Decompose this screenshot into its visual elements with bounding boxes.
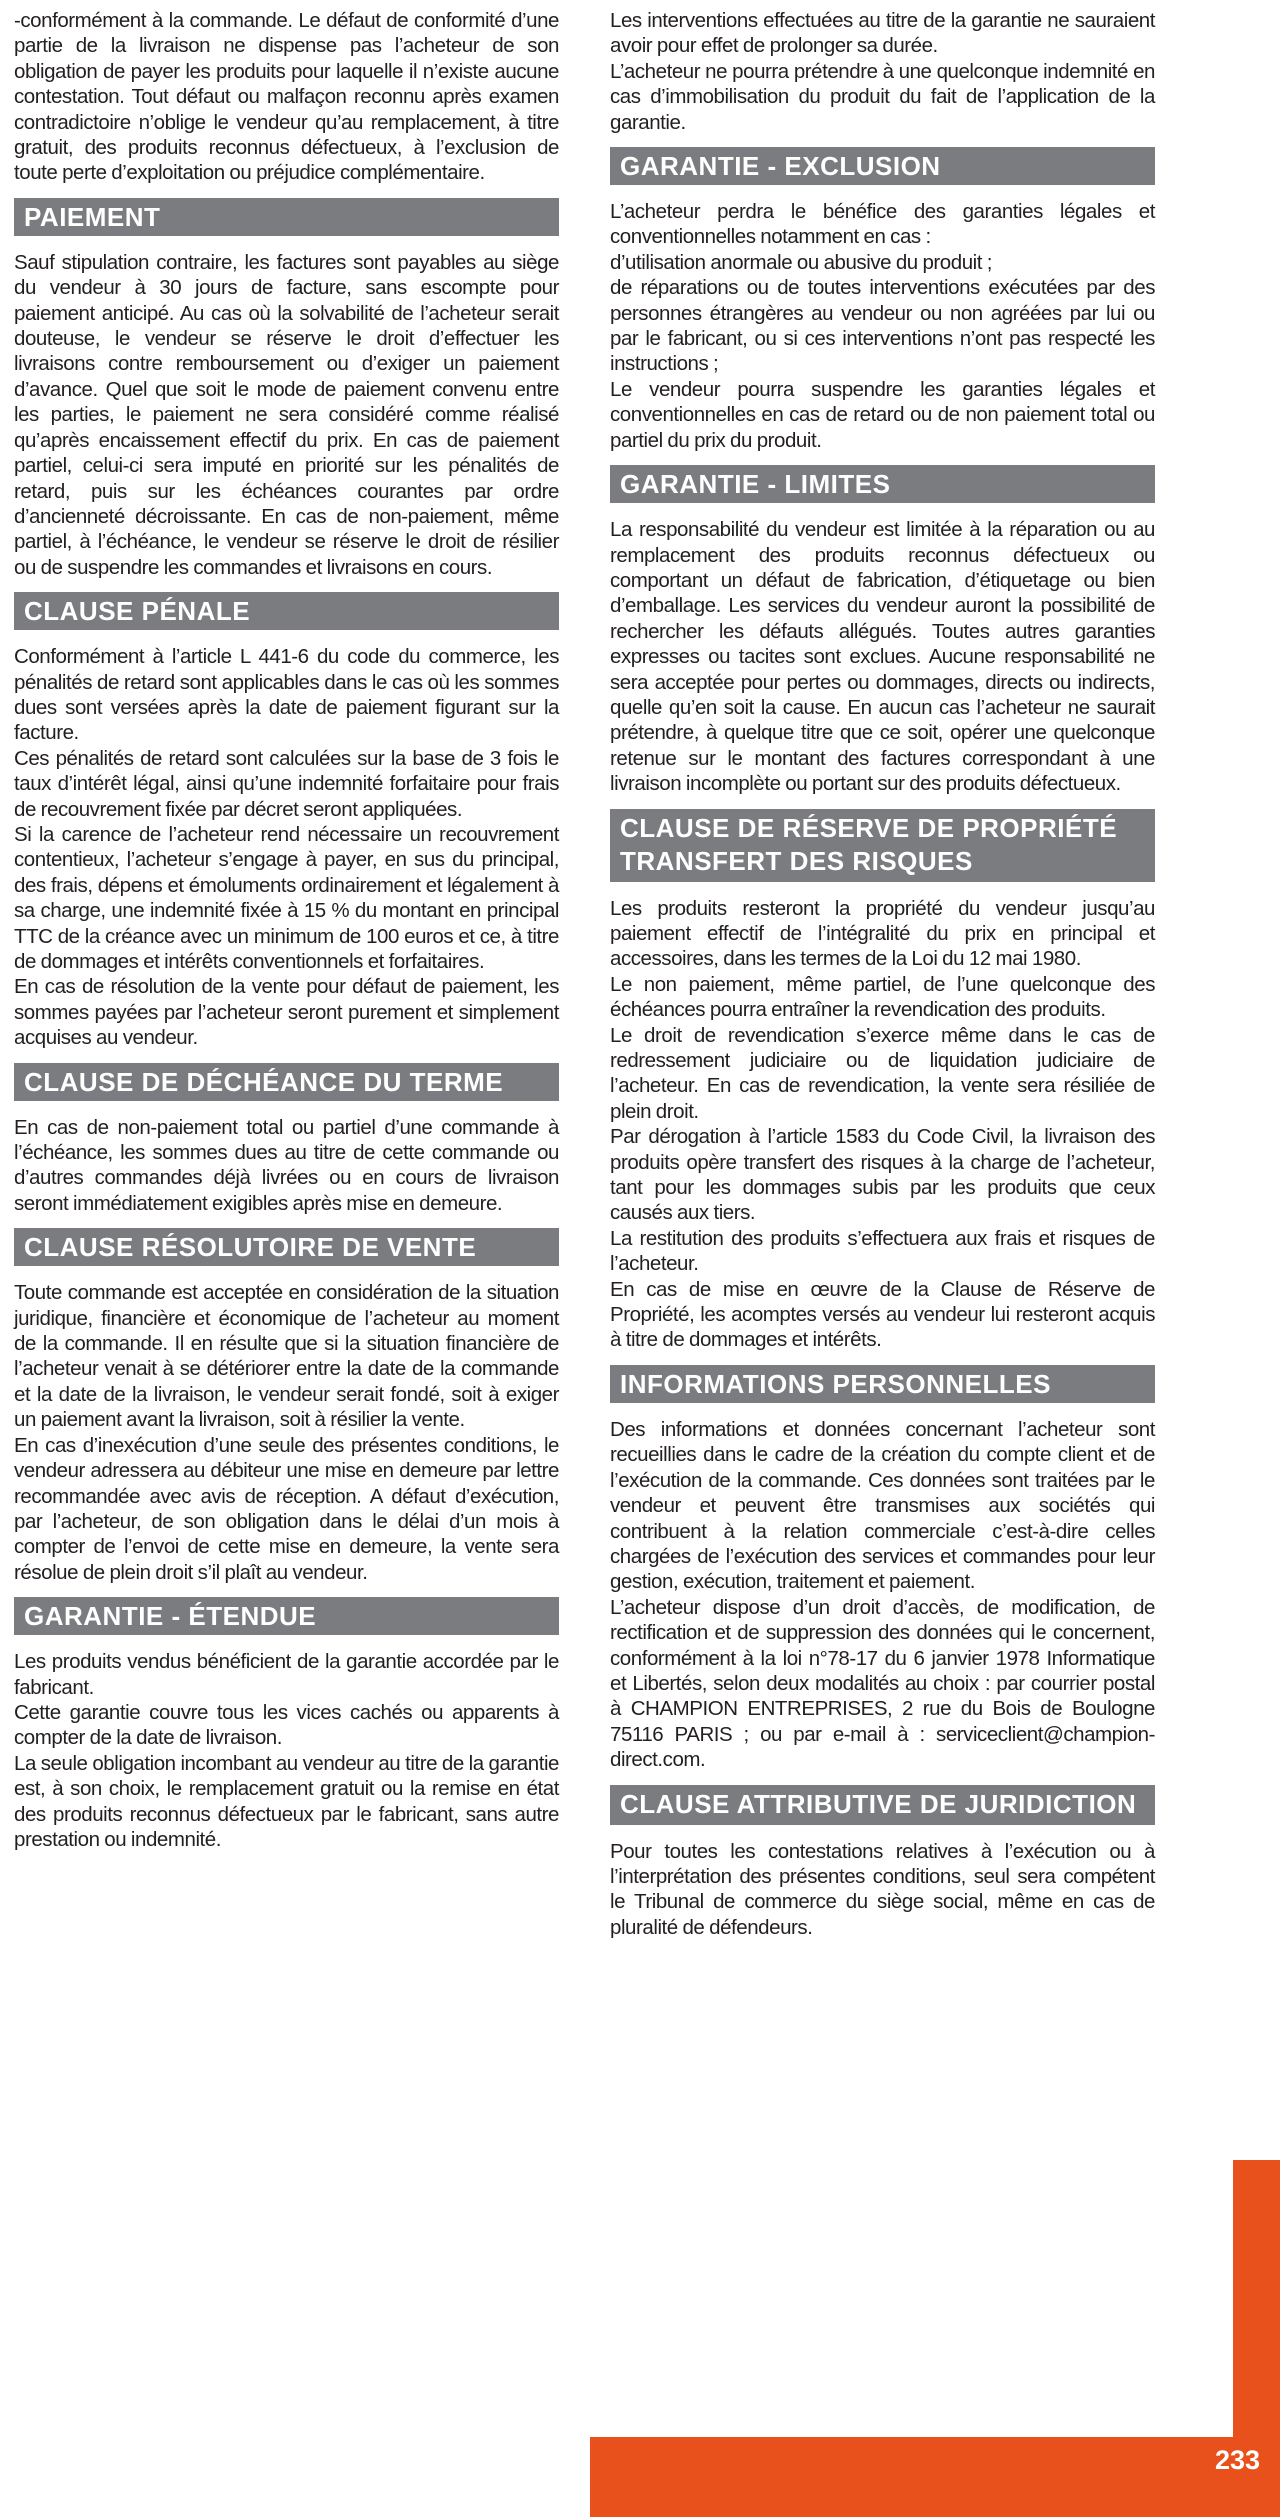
paragraph: Par dérogation à l’article 1583 du Code Civil, la livraison des produits opère transfert des risques à la charge de l’acheteur, tant pour les dommages subis par les produits que ceux causés aux tiers. bbox=[610, 1125, 1155, 1225]
paragraph: Les produits resteront la propriété du vendeur jusqu’au paiement effectif de l’intégralité du prix en principal et accessoires, dans les termes de la Loi du 12 mai 1980. bbox=[610, 896, 1155, 971]
paragraph: En cas de non-paiement total ou partiel d’une commande à l’échéance, les sommes dues au titre de cette commande ou d’autres commandes déjà livrées ou en cours de livraison seront immédiatement exigibles après mise en demeure. bbox=[14, 1115, 559, 1215]
paragraph: Le vendeur pourra suspendre les garanties légales et conventionnelles en cas de retard ou de non paiement total ou partiel du prix du produit. bbox=[610, 377, 1155, 452]
paragraph: -conformément à la commande. Le défaut de conformité d’une partie de la livraison ne dispense pas l’acheteur de son obligation de payer les produits pour laquelle il n’existe aucune contestation. Tout défaut ou malfaçon reconnu après examen contradictoire n’oblige le vendeur qu’au remplacement, à titre gratuit, des produits reconnus défectueux, à l’exclusion de toute perte d’exploitation ou préjudice complémentaire. bbox=[14, 9, 559, 185]
paragraph: En cas d’inexécution d’une seule des présentes conditions, le vendeur adressera au débiteur une mise en demeure par lettre recommandée avec avis de réception. A défaut d’exécution, par l’acheteur, de son obligation dans le délai d’un mois à compter de l’envoi de cette mise en demeure, la vente sera résolue de plein droit s’il plaît au vendeur. bbox=[14, 1433, 559, 1584]
paragraph: La seule obligation incombant au vendeur au titre de la garantie est, à son choix, le remplacement gratuit ou la remise en état des produits reconnus défectueux par le fabricant, sans autre prestation ou indemnité. bbox=[14, 1751, 559, 1851]
paragraph: Le droit de revendication s’exerce même dans le cas de redressement judiciaire ou de liquidation judiciaire de l’acheteur. En cas de revendication, la vente sera résiliée de plein droit. bbox=[610, 1023, 1155, 1123]
right-intro bbox=[610, 8, 1155, 135]
section-heading: CLAUSE RÉSOLUTOIRE DE VENTE bbox=[14, 1228, 559, 1266]
paragraph: L’acheteur dispose d’un droit d’accès, de modification, de rectification et de suppression des données qui le concernent, conformément à la loi n°78-17 du 6 janvier 1978 Informatique et Libertés, selon deux modalités au choix : par courrier postal à CHAMPION ENTREPRISES, 2 rue du Bois de Boulogne 75116 PARIS ; ou par e-mail à : serviceclient@champion-direct.com. bbox=[610, 1595, 1155, 1772]
paragraph: d’utilisation anormale ou abusive du produit ; bbox=[610, 250, 992, 274]
paragraph: La restitution des produits s’effectuera aux frais et risques de l’acheteur. bbox=[610, 1226, 1155, 1276]
section-heading: GARANTIE - EXCLUSION bbox=[610, 147, 1155, 185]
section-decheance-du-terme bbox=[14, 1063, 559, 1217]
paragraph: Conformément à l’article L 441-6 du code du commerce, les pénalités de retard sont applicables dans le cas où les sommes dues sont versées après la date de paiement figurant sur la facture. bbox=[14, 645, 559, 745]
section-garantie-limites bbox=[610, 465, 1155, 796]
footer-band bbox=[590, 2437, 1280, 2517]
paragraph: L’acheteur perdra le bénéfice des garanties légales et conventionnelles notamment en cas : bbox=[610, 200, 1155, 249]
paragraph: Ces pénalités de retard sont calculées sur la base de 3 fois le taux d’intérêt légal, ainsi qu’une indemnité forfaitaire pour frais de recouvrement fixée par décret seront appliquées. bbox=[14, 746, 559, 821]
section-paiement bbox=[14, 198, 559, 580]
paragraph: Le non paiement, même partiel, de l’une quelconque des échéances pourra entraîner la revendication des produits. bbox=[610, 972, 1155, 1022]
section-heading: CLAUSE PÉNALE bbox=[14, 592, 559, 630]
section-garantie-etendue bbox=[14, 1597, 559, 1852]
paragraph: Cette garantie couvre tous les vices cachés ou apparents à compter de la date de livraison. bbox=[14, 1700, 559, 1750]
section-heading: PAIEMENT bbox=[14, 198, 559, 236]
section-garantie-exclusion bbox=[610, 147, 1155, 453]
section-heading: INFORMATIONS PERSONNELLES bbox=[610, 1365, 1155, 1403]
right-column bbox=[610, 8, 1155, 1940]
paragraph: L’acheteur ne pourra prétendre à une quelconque indemnité en cas d’immobilisation du produit du fait de l’application de la garantie. bbox=[610, 59, 1155, 134]
paragraph: La responsabilité du vendeur est limitée à la réparation ou au remplacement des produits reconnus défectueux ou comportant un défaut de fabrication, d’étiquetage ou bien d’emballage. Les services du vendeur auront la possibilité de rechercher les défauts allégués. Toutes autres garanties expresses ou tacites sont exclues. Aucune responsabilité ne sera acceptée pour pertes ou dommages, directs ou indirects, quelle qu’en soit la cause. En aucun cas l’acheteur ne saurait prétendre, à quelque titre que ce soit, opérer une quelconque retenue sur le montant des factures correspondant à une livraison incomplète ou portant sur des produits défectueux. bbox=[610, 518, 1155, 796]
paragraph: Des informations et données concernant l’acheteur sont recueillies dans le cadre de la création du compte client et de l’exécution de la commande. Ces données sont traitées par le vendeur et peuvent être transmises aux sociétés qui contribuent à la relation commerciale c’est-à-dire celles chargées de l’exécution des services et commandes pour leur gestion, exécution, traitement et paiement. bbox=[610, 1417, 1155, 1594]
section-attributive-de-juridiction bbox=[610, 1785, 1155, 1941]
paragraph: Toute commande est acceptée en considération de la situation juridique, financière et économique de l’acheteur au moment de la commande. Il en résulte que si la situation financière de l’acheteur venait à se détériorer entre la date de la commande et la date de la livraison, le vendeur serait fondé, soit à exiger un paiement avant la livraison, soit à résilier la vente. bbox=[14, 1281, 559, 1432]
paragraph: Les produits vendus bénéficient de la garantie accordée par le fabricant. bbox=[14, 1650, 559, 1699]
paragraph: de réparations ou de toutes interventions exécutées par des personnes étrangères au vendeur ou non agréées par lui ou par le fabricant, ou si ces interventions n’ont pas respecté les instructions ; bbox=[610, 276, 1155, 376]
section-informations-personnelles bbox=[610, 1365, 1155, 1773]
page-number: 233 bbox=[1214, 2445, 1260, 2475]
paragraph: Pour toutes les contestations relatives à l’exécution ou à l’interprétation des présentes conditions, seul sera compétent le Tribunal de commerce du siège social, même en cas de pluralité de défendeurs. bbox=[610, 1839, 1155, 1939]
left-intro bbox=[14, 8, 559, 186]
section-heading: CLAUSE ATTRIBUTIVE DE JURIDICTION bbox=[610, 1785, 1155, 1825]
section-heading: CLAUSE DE RÉSERVE DE PROPRIÉTÉ TRANSFERT DES RISQUES bbox=[610, 809, 1155, 882]
paragraph: Les interventions effectuées au titre de la garantie ne sauraient avoir pour effet de prolonger sa durée. bbox=[610, 9, 1155, 58]
paragraph: En cas de résolution de la vente pour défaut de paiement, les sommes payées par l’acheteur seront purement et simplement acquises au vendeur. bbox=[14, 975, 559, 1050]
section-heading: GARANTIE - LIMITES bbox=[610, 465, 1155, 503]
section-reserve-de-propriete bbox=[610, 809, 1155, 1353]
paragraph: Sauf stipulation contraire, les factures sont payables au siège du vendeur à 30 jours de facture, sans escompte pour paiement anticipé. Au cas où la solvabilité de l’acheteur serait douteuse, le vendeur se réserve le droit d’effectuer les livraisons contre remboursement ou d’exiger un paiement d’avance. Quel que soit le mode de paiement convenu entre les parties, le paiement ne sera considéré comme réalisé qu’après encaissement effectif du prix. En cas de paiement partiel, celui-ci sera imputé en priorité sur les pénalités de retard, puis sur les échéances courantes par ordre d’ancienneté décroissante. En cas de non-paiement, même partiel, à l’échéance, le vendeur se réserve le droit de résilier ou de suspendre les commandes et livraisons en cours. bbox=[14, 250, 559, 579]
section-clause-resolutoire bbox=[14, 1228, 559, 1585]
section-heading: GARANTIE - ÉTENDUE bbox=[14, 1597, 559, 1635]
section-heading: CLAUSE DE DÉCHÉANCE DU TERME bbox=[14, 1063, 559, 1101]
paragraph: En cas de mise en œuvre de la Clause de Réserve de Propriété, les acomptes versés au vendeur lui resteront acquis à titre de dommages et intérêts. bbox=[610, 1277, 1155, 1352]
section-clause-penale bbox=[14, 592, 559, 1051]
left-column bbox=[14, 8, 559, 1852]
paragraph: Si la carence de l’acheteur rend nécessaire un recouvrement contentieux, l’acheteur s’engage à payer, en sus du principal, des frais, dépens et émoluments ordinairement et légalement à sa charge, une indemnité fixée à 15 % du montant en principal TTC de la créance avec un minimum de 100 euros et ce, à titre de dommages et intérêts conventionnels et forfaitaires. bbox=[14, 822, 559, 973]
